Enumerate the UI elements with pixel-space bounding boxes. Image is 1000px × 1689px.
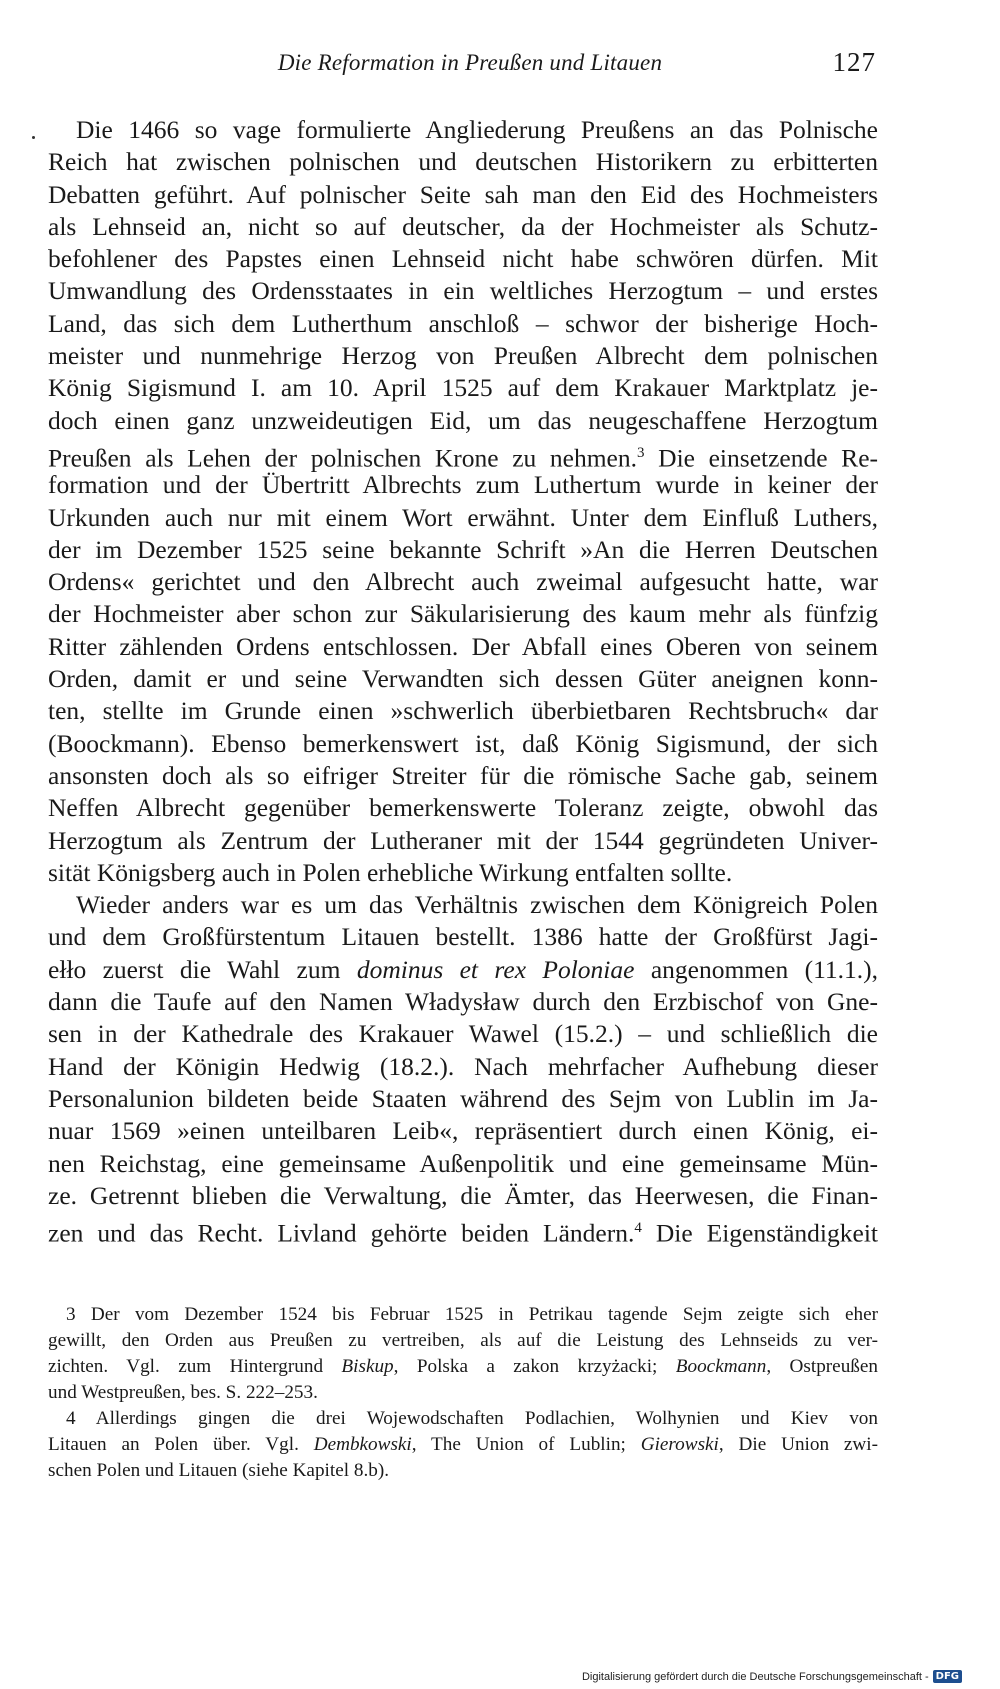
body-line: dann die Taufe auf den Namen Władysław durch den Erzbischof von Gne- xyxy=(48,987,878,1017)
body-line-text: Preußen als Lehen der polnischen Krone zu nehmen. xyxy=(48,443,638,473)
footnote-text: , Polska a zakon krzyżacki; xyxy=(393,1356,676,1377)
body-line xyxy=(48,1212,878,1248)
body-line xyxy=(48,954,878,986)
dfg-logo: DFG xyxy=(933,1670,962,1683)
footnotes xyxy=(48,1302,878,1484)
footnote-4-line xyxy=(48,1432,878,1458)
footnote-ref-4[interactable]: 4 xyxy=(634,1220,642,1237)
scan-speck xyxy=(32,136,35,139)
body-line: sen in der Kathedrale des Krakauer Wawel (15.2.) – und schließlich die xyxy=(48,1019,878,1049)
body-line-text: angenommen (11.1.), xyxy=(634,954,878,984)
body-line-text: ełło zuerst die Wahl zum xyxy=(48,954,341,984)
digitization-credit xyxy=(582,1670,962,1683)
body-line: Debatten geführt. Auf polnischer Seite sah man den Eid des Hochmeisters xyxy=(48,179,878,209)
body-line: nen Reichstag, eine gemeinsame Außenpolitik und eine gemeinsame Mün- xyxy=(48,1148,878,1178)
body-line: ansonsten doch als so eifriger Streiter für die römische Sache gab, seinem xyxy=(48,760,878,790)
body-line-text: zen und das Recht. Livland gehörte beiden Ländern. xyxy=(48,1218,635,1248)
footnote-text: Litauen an Polen über. Vgl. xyxy=(48,1434,314,1455)
body-line: Orden, damit er und seine Verwandten sich dessen Güter aneignen konn- xyxy=(48,664,878,694)
footnote-3-line: und Westpreußen, bes. S. 222–253. xyxy=(48,1382,318,1403)
body-line: formation und der Übertritt Albrechts zum Luthertum wurde in keiner der xyxy=(48,470,878,500)
body-line: Personalunion bildeten beide Staaten während des Sejm von Lublin im Ja- xyxy=(48,1083,878,1113)
author-name: Gierowski xyxy=(640,1434,719,1455)
footnote-text: , Ostpreußen xyxy=(766,1356,878,1377)
body-line: König Sigismund I. am 10. April 1525 auf dem Krakauer Marktplatz je- xyxy=(48,373,878,403)
footnote-4-line: schen Polen und Litauen (siehe Kapitel 8.b). xyxy=(48,1460,390,1481)
body-line: ten, stellte im Grunde einen »schwerlich überbietbaren Rechtsbruch« dar xyxy=(48,696,878,726)
body-line: der Hochmeister aber schon zur Säkularisierung des kaum mehr als fünfzig xyxy=(48,599,878,629)
author-name: Biskup xyxy=(341,1356,394,1377)
body-line: Umwandlung des Ordensstaates in ein weltliches Herzogtum – und erstes xyxy=(48,276,878,306)
body-line: der im Dezember 1525 seine bekannte Schrift »An die Herren Deutschen xyxy=(48,534,878,564)
body-line: als Lehnseid an, nicht so auf deutscher, da der Hochmeister als Schutz- xyxy=(48,211,878,241)
body-line xyxy=(48,437,879,473)
body-line: doch einen ganz unzweideutigen Eid, um das neugeschaffene Herzogtum xyxy=(48,405,878,435)
latin-phrase: dominus et rex Poloniae xyxy=(356,954,635,984)
body-line: befohlener des Papstes einen Lehnseid nicht habe schwören dürfen. Mit xyxy=(48,244,878,274)
body-line: Ordens« gerichtet und den Albrecht auch zweimal aufgesucht hatte, war xyxy=(48,567,878,597)
footnote-text: , The Union of Lublin; xyxy=(411,1434,641,1455)
body-line: Herzogtum als Zentrum der Lutheraner mit der 1544 gegründeten Univer- xyxy=(48,825,878,855)
footnote-text: zichten. Vgl. zum Hintergrund xyxy=(48,1356,342,1377)
body-line: Urkunden auch nur mit einem Wort erwähnt. Unter dem Einfluß Luthers, xyxy=(48,502,878,532)
body-text xyxy=(48,114,879,1248)
body-line: Ritter zählenden Ordens entschlossen. Der Abfall eines Oberen von seinem xyxy=(48,631,878,661)
footnote-3-line: 3 Der vom Dezember 1524 bis Februar 1525 in Petrikau tagende Sejm zeigte sich eher xyxy=(66,1304,878,1325)
footnote-ref-3[interactable]: 3 xyxy=(637,444,645,461)
footnote-text: , Die Union zwi- xyxy=(718,1434,878,1455)
body-line: Wieder anders war es um das Verhältnis zwischen dem Königreich Polen xyxy=(76,890,878,920)
body-line: Land, das sich dem Lutherthum anschloß – schwor der bisherige Hoch- xyxy=(48,308,878,338)
footnote-3-line xyxy=(48,1354,878,1380)
body-line: und dem Großfürstentum Litauen bestellt. 1386 hatte der Großfürst Jagi- xyxy=(48,922,878,952)
author-name: Boockmann xyxy=(675,1356,767,1377)
body-line-text: Die Eigenständigkeit xyxy=(641,1218,878,1248)
body-line: Hand der Königin Hedwig (18.2.). Nach mehrfacher Aufhebung dieser xyxy=(48,1051,878,1081)
credit-text: Digitalisierung gefördert durch die Deutsche Forschungsgemeinschaft - xyxy=(581,1670,929,1683)
body-line: (Boockmann). Ebenso bemerkenswert ist, daß König Sigismund, der sich xyxy=(48,728,878,758)
body-line: Reich hat zwischen polnischen und deutschen Historikern zu erbitterten xyxy=(48,147,878,177)
running-title: Die Reformation in Preußen und Litauen xyxy=(277,50,663,75)
body-line: ze. Getrennt blieben die Verwaltung, die Ämter, das Heerwesen, die Finan- xyxy=(48,1180,878,1210)
footnote-3-line: gewillt, den Orden aus Preußen zu vertreiben, als auf die Leistung des Lehnseids zu ver- xyxy=(48,1330,878,1351)
body-line: Neffen Albrecht gegenüber bemerkenswerte Toleranz zeigte, obwohl das xyxy=(48,793,878,823)
body-line: sität Königsberg auch in Polen erhebliche Wirkung entfalten sollte. xyxy=(48,857,733,887)
page-number: 127 xyxy=(832,47,876,77)
body-line: Die 1466 so vage formulierte Angliederung Preußens an das Polnische xyxy=(76,115,878,144)
body-line-text: Die einsetzende Re- xyxy=(644,443,879,473)
author-name: Dembkowski xyxy=(313,1434,412,1455)
body-line: meister und nunmehrige Herzog von Preußen Albrecht dem polnischen xyxy=(48,341,878,371)
body-line: nuar 1569 »einen unteilbaren Leib«, repräsentiert durch einen König, ei- xyxy=(48,1116,878,1146)
footnote-4-line: 4 Allerdings gingen die drei Wojewodschaften Podlachien, Wolhynien und Kiev von xyxy=(66,1408,878,1429)
